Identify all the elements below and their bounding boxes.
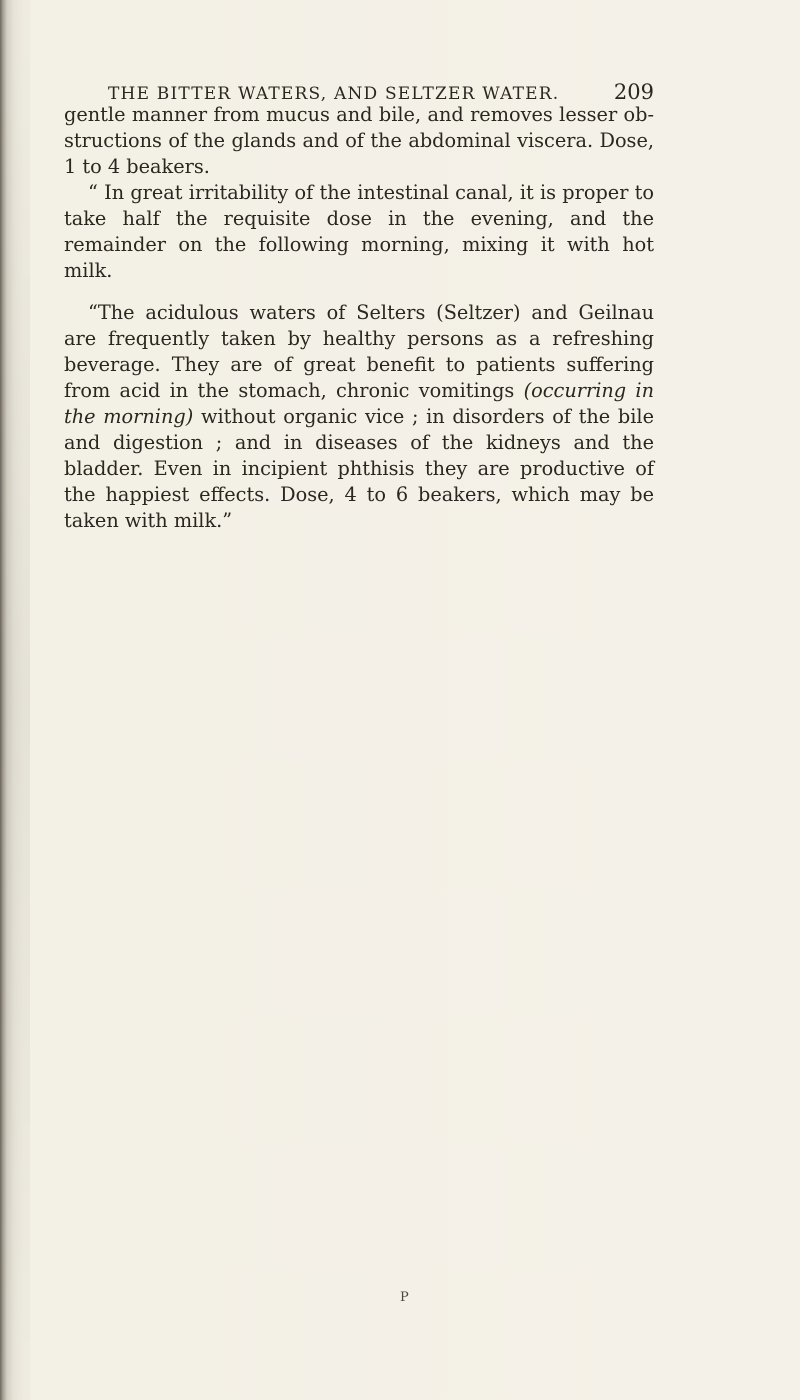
body-text — [64, 102, 654, 534]
paragraph-acidulous-waters — [64, 300, 654, 534]
paragraph-text-part1: “The acidulous waters of Selters (Seltzer) and Geilnau are frequently taken by healthy persons as a refreshing beverage. They are of great benefit to patients suffering from acid in the stomach, chronic vomitings — [64, 301, 654, 402]
paragraph-text-part2: without organic vice ; in disorders of the bile and digestion ; and in diseases of the kidneys and the bladder. Even in incipient phthisis they are productive of the happiest effects. Dose, 4 to 6 beakers, which may be taken with milk.” — [64, 405, 654, 532]
page-number: 209 — [613, 80, 654, 104]
paragraph-continuation: gentle manner from mucus and bile, and removes lesser ob-structions of the glands and of the abdominal viscera. Dose, 1 to 4 beakers. — [64, 103, 654, 178]
paragraph-irritability: “ In great irritability of the intestinal canal, it is proper to take half the requisite dose in the evening, and the remainder on the following morning, mixing it with hot milk. — [64, 181, 654, 282]
italic-phrase: (occurring in the morning) — [64, 379, 654, 428]
signature-mark: P — [400, 1290, 409, 1305]
running-title: THE BITTER WATERS, AND SELTZER WATER. — [108, 84, 560, 104]
